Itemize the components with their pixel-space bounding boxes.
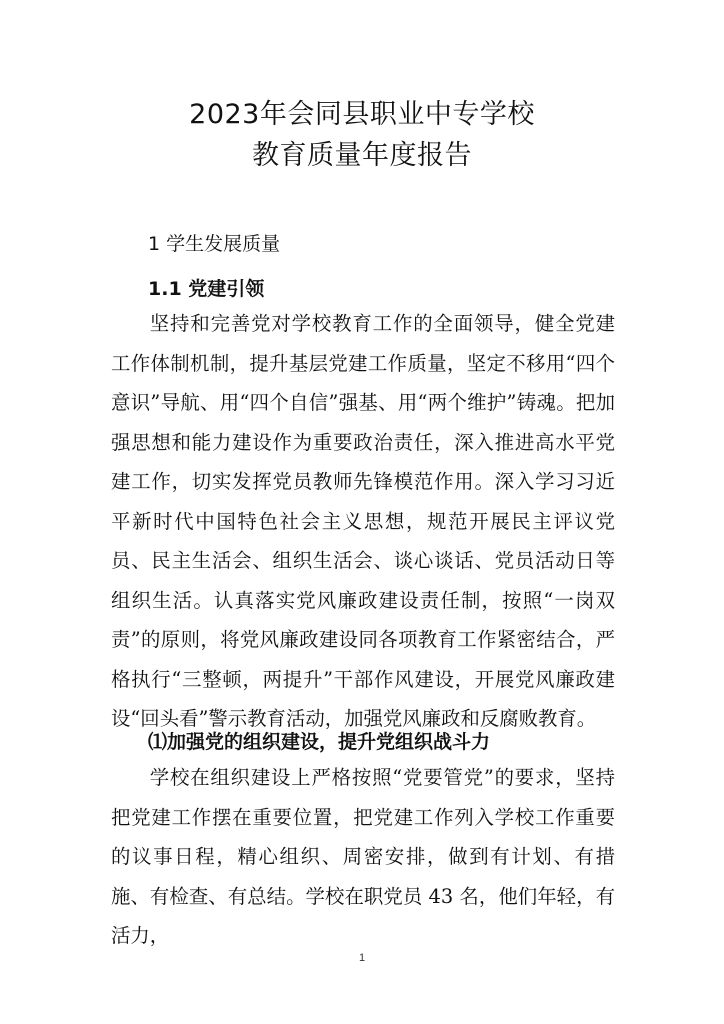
body-paragraph-2: 学校在组织建设上严格按照“党要管党”的要求，坚持把党建工作摆在重要位置，把党建工作列入学校工作重要的议事日程，精心组织、周密安排，做到有计划、有措施、有检查、有总结。学校在职党员 43 名，他们年轻，有活力，: [111, 766, 615, 947]
report-title-line-1: 2023年会同县职业中专学校: [189, 99, 535, 130]
body-paragraph-1: 坚持和完善党对学校教育工作的全面领导，健全党建工作体制机制，提升基层党建工作质量，坚定不移用“四个意识”导航、用“四个自信”强基、用“两个维护”铸魂。把加强思想和能力建设作为重要政治责任，深入推进高水平党建工作，切实发挥党员教师先锋模范作用。深入学习习近平新时代中国特色社会主义思想，规范开展民主评议党员、民主生活会、组织生活会、谈心谈话、党员活动日等组织生活。认真落实党风廉政建设责任制，按照“一岗双责”的原则，将党风廉政建设同各项教育工作紧密结合，严格执行“三整顿，两提升”干部作风建设，开展党风廉政建设“回头看”警示教育活动，加强党风廉政和反腐败教育。: [111, 312, 615, 730]
report-title-line-2: 教育质量年度报告: [252, 140, 472, 171]
section-heading-1: 1 学生发展质量: [148, 233, 281, 255]
page-number: 1: [358, 952, 366, 964]
subheading-1: ⑴加强党的组织建设，提升党组织战斗力: [148, 731, 491, 753]
section-heading-1-1: 1.1 党建引领: [148, 278, 265, 300]
